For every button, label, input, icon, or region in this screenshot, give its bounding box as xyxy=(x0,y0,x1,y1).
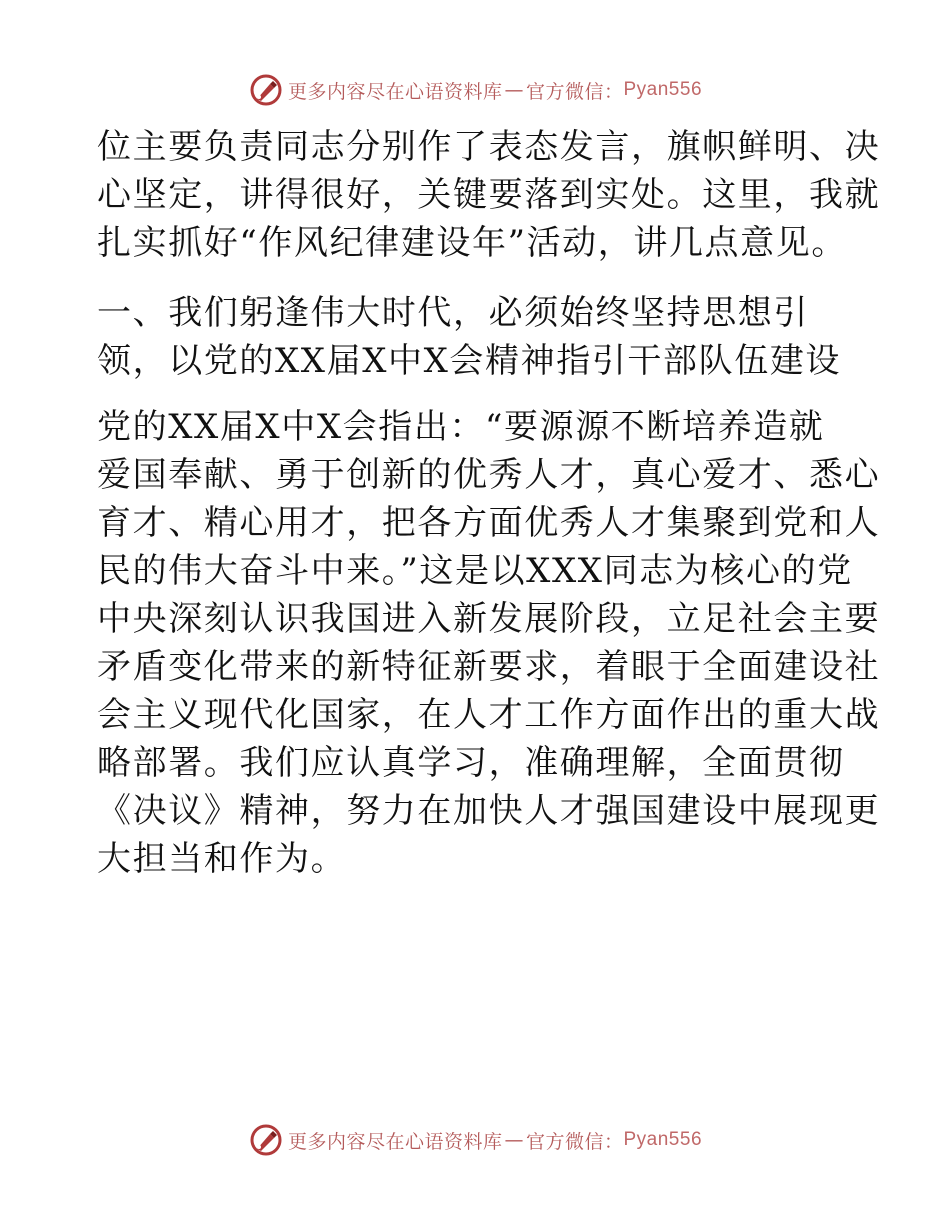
text-line: 中央深刻认识我国进入新发展阶段，立足社会主要 xyxy=(97,599,881,639)
text-line: 大担当和作为。 xyxy=(97,839,347,879)
text-line: 党的XX届X中X会指出：“要源源不断培养造就 xyxy=(97,407,825,447)
watermark-separator: — xyxy=(504,79,524,101)
section-heading xyxy=(97,289,857,385)
watermark-wechat-label: 官方微信： xyxy=(525,1130,624,1153)
watermark-wechat-label: 官方微信： xyxy=(525,80,624,103)
pen-logo-icon xyxy=(248,1122,284,1158)
watermark-wechat-id: Pyan556 xyxy=(623,79,703,100)
header-watermark xyxy=(0,70,950,110)
footer-watermark xyxy=(0,1120,950,1160)
text-line: 会主义现代化国家，在人才工作方面作出的重大战 xyxy=(97,695,881,735)
text-line: 略部署。我们应认真学习，准确理解，全面贯彻 xyxy=(97,743,845,783)
body-paragraph xyxy=(97,403,881,883)
text-line: 民的伟大奋斗中来。”这是以XXX同志为核心的党 xyxy=(97,551,853,591)
text-line: 扎实抓好“作风纪律建设年”活动，讲几点意见。 xyxy=(97,223,847,263)
text-line: 爱国奉献、勇于创新的优秀人才，真心爱才、悉心 xyxy=(97,455,881,495)
pen-logo-icon xyxy=(248,72,284,108)
watermark-text: 更多内容尽在心语资料库 xyxy=(287,80,503,103)
text-line: 位主要负责同志分别作了表态发言，旗帜鲜明、决 xyxy=(97,127,881,167)
text-line: 心坚定，讲得很好，关键要落到实处。这里，我就 xyxy=(97,175,881,215)
heading-line: 领，以党的XX届X中X会精神指引干部队伍建设 xyxy=(97,341,842,381)
heading-line: 一、我们躬逢伟大时代，必须始终坚持思想引 xyxy=(97,293,809,333)
text-line: 育才、精心用才，把各方面优秀人才集聚到党和人 xyxy=(97,503,881,543)
text-line: 《决议》精神，努力在加快人才强国建设中展现更 xyxy=(97,791,881,831)
watermark-wechat-id: Pyan556 xyxy=(623,1129,703,1150)
watermark-text: 更多内容尽在心语资料库 xyxy=(287,1130,503,1153)
text-line: 矛盾变化带来的新特征新要求，着眼于全面建设社 xyxy=(97,647,881,687)
intro-paragraph xyxy=(97,123,881,267)
document-body xyxy=(97,123,881,883)
watermark-separator: — xyxy=(504,1129,524,1151)
